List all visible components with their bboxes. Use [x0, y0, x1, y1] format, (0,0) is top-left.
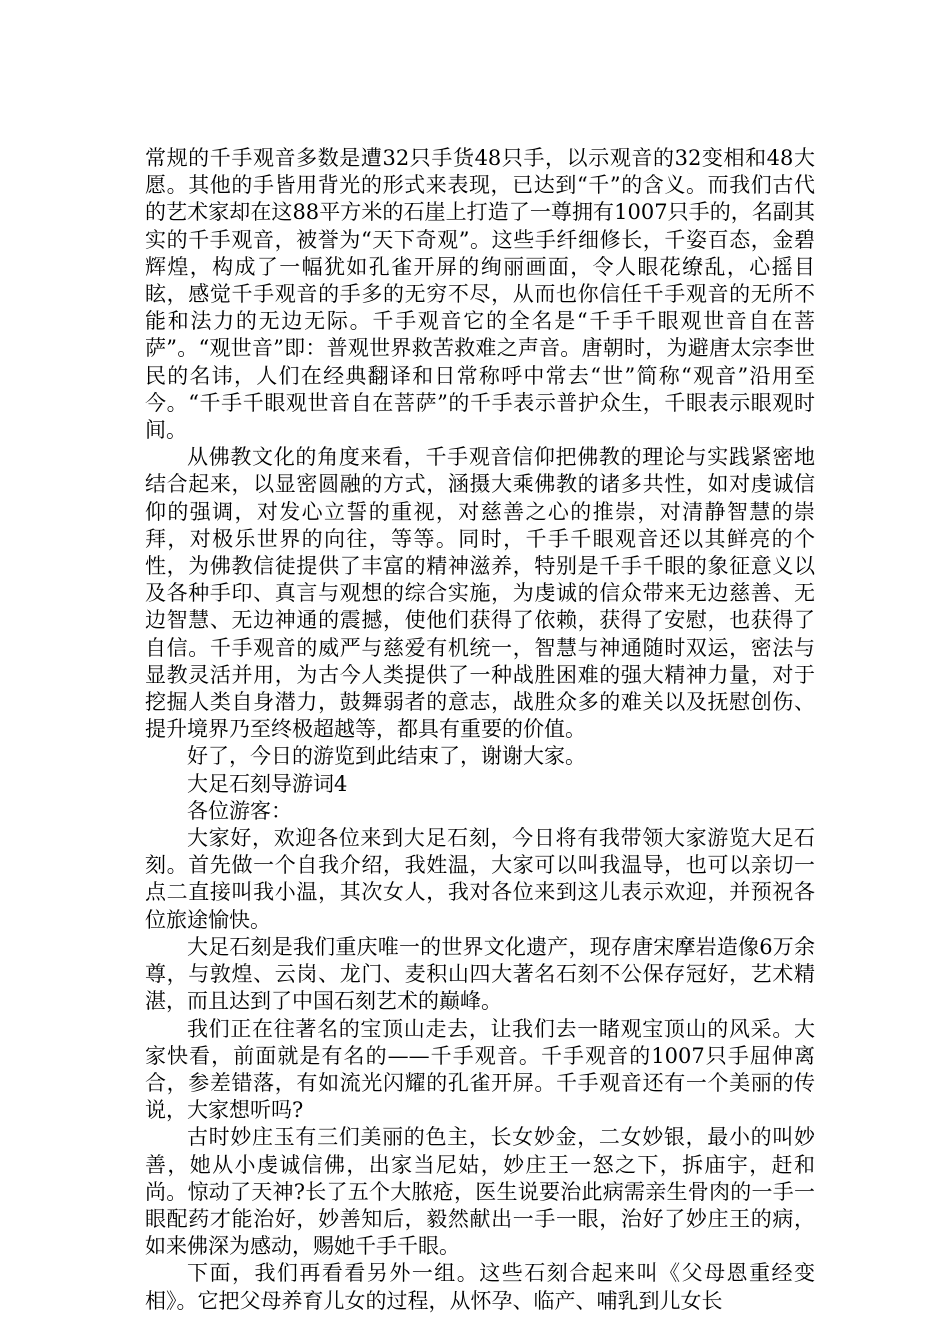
paragraph-9: 古时妙庄玉有三们美丽的色主，长女妙金，二女妙银，最小的叫妙善，她从小虔诚信佛，出家当尼姑，妙庄王一怒之下，拆庙宇，赶和尚。惊动了天神?长了五个大脓疮，医生说要治此病需亲生骨肉的一手一眼配药才能治好，妙善知后，毅然献出一手一眼，治好了妙庄王的病，如来佛深为感动，赐她千手千眼。: [145, 1125, 815, 1259]
document-page: [145, 145, 815, 1315]
paragraph-7: 大足石刻是我们重庆唯一的世界文化遗产，现存唐宋摩岩造像6万余尊，与敦煌、云岗、龙门、麦积山四大著名石刻不公保存冠好，艺术精湛，而且达到了中国石刻艺术的巅峰。: [145, 934, 815, 1014]
paragraph-3: 好了，今日的游览到此结束了，谢谢大家。: [187, 744, 586, 769]
paragraph-2: 从佛教文化的角度来看，千手观音信仰把佛教的理论与实践紧密地结合起来，以显密圆融的方式，涵摄大乘佛教的诸多共性，如对虔诚信仰的强调，对发心立誓的重视，对慈善之心的推崇，对清静智慧的崇拜，对极乐世界的向往，等等。同时，千手千眼观音还以其鲜亮的个性，为佛教信徒提供了丰富的精神滋养，特别是千手千眼的象征意义以及各种手印、真言与观想的综合实施，为虔诚的信众带来无边慈善、无边智慧、无边神通的震撼，使他们获得了依赖，获得了安慰，也获得了自信。千手观音的威严与慈爱有机统一，智慧与神通随时双运，密法与显教灵活并用，为古今人类提供了一种战胜困难的强大精神力量，对于挖掘人类自身潜力，鼓舞弱者的意志，战胜众多的难关以及抚慰创伤、提升境界乃至终极超越等，都具有重要的价值。: [145, 445, 815, 742]
paragraph-6: 大家好，欢迎各位来到大足石刻，今日将有我带领大家游览大足石刻。首先做一个自我介绍，我姓温，大家可以叫我温导，也可以亲切一点二直接叫我小温，其次女人，我对各位来到这儿表示欢迎，并预祝各位旅途愉快。: [145, 826, 815, 932]
paragraph-1: 常规的千手观音多数是遭32只手货48只手，以示观音的32变相和48大愿。其他的手皆用背光的形式来表现，已达到“千”的含义。而我们古代的艺术家却在这88平方米的石崖上打造了一尊拥有1007只手的，名副其实的千手观音，被誉为“天下奇观”。这些手纤细修长，千姿百态，金碧辉煌，构成了一幅犹如孔雀开屏的绚丽画面，令人眼花缭乱，心摇目眩，感觉千手观音的手多的无穷不尽，从而也你信任千手观音的无所不能和法力的无边无际。千手观音它的全名是“千手千眼观世音自在菩萨”。“观世音”即：普观世界救苦救难之声音。唐朝时，为避唐太宗李世民的名讳，人们在经典翻译和日常称呼中常去“世”简称“观音”沿用至今。“千手千眼观世音自在菩萨”的千手表示普护众生，千眼表示眼观时间。: [145, 146, 815, 443]
section-heading: 大足石刻导游词4: [187, 771, 348, 796]
paragraph-8: 我们正在往著名的宝顶山走去，让我们去一睹观宝顶山的风采。大家快看，前面就是有名的——千手观音。千手观音的1007只手屈伸离合，参差错落，有如流光闪耀的孔雀开屏。千手观音还有一个美丽的传说，大家想听吗?: [145, 1016, 815, 1123]
salutation: 各位游客：: [187, 798, 292, 823]
paragraph-10: 下面，我们再看看另外一组。这些石刻合起来叫《父母恩重经变相》。它把父母养育儿女的过程，从怀孕、临产、哺乳到儿女长: [145, 1261, 815, 1313]
